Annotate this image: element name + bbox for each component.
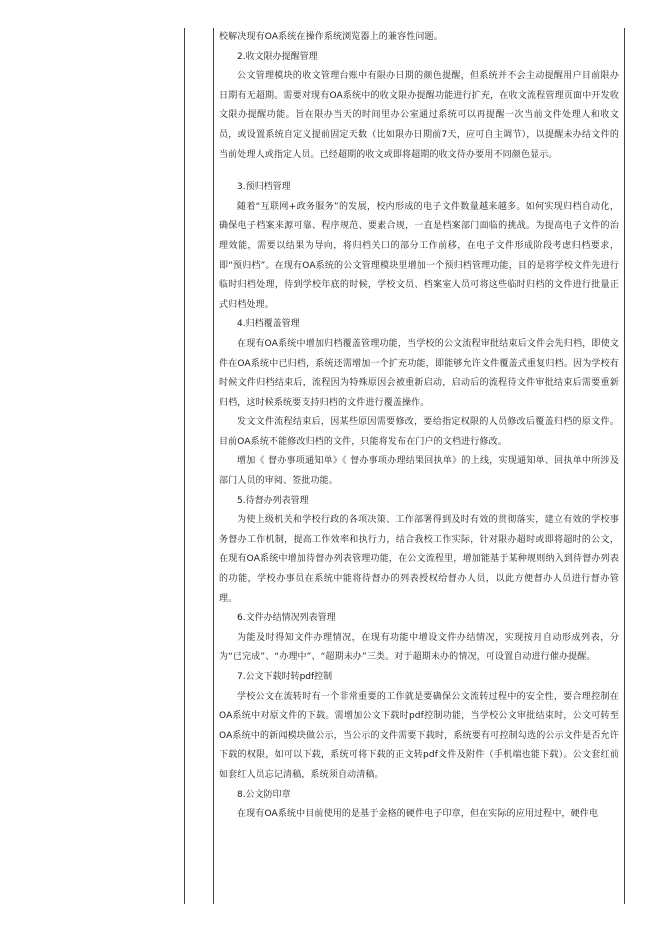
section-heading-4: 4.归档覆盖管理 xyxy=(237,319,300,330)
table-border-left xyxy=(184,28,185,904)
section-4-paragraph-1: 在现有OA系统中增加归档覆盖管理功能，当学校的公文流程审批结束后文件会先归档，即使文件在OA系统中已归档，系统还需增加一个扩充功能，即能够允许文件覆盖式重复归档。因为学校有时候文件归档结束后，流程因为特殊原因会被重新启动，启动后的流程待文件审批结束后需要重新归档，这时候系统要支持归档的文件进行覆盖操作。 xyxy=(219,338,619,408)
section-heading-5: 5.待督办列表管理 xyxy=(237,495,309,506)
section-4-paragraph-2: 发文文件流程结束后，因某些原因需要修改，要给指定权限的人员修改后覆盖归档的原文件。目前OA系统不能修改归档的文件，只能将发布在门户的文档进行修改。 xyxy=(219,417,619,447)
section-heading-7: 7.公文下载时转pdf控制 xyxy=(237,672,333,682)
section-7-paragraph-1: 学校公文在流转时有一个非常重要的工作就是要确保公文流转过程中的安全性，要合理控制在OA系统中对原文件的下载。需增加公文下载时pdf控制功能，当学校公文审批结束时，公文可转至OA系统中的新闻模块做公示，当公示的文件需要下载时，系统要有可控制勾选的公示文件是否允许下载的权限，如可以下载，系统可将下载的正文转pdf文件及附件（手机端也能下载）。公文套红前如套红人员忘记清稿，系统须自动清稿。 xyxy=(219,691,619,780)
section-heading-3: 3.预归档管理 xyxy=(237,182,291,193)
intro-tail: 校解决现有OA系统在操作系统浏览器上的兼容性问题。 xyxy=(219,32,443,42)
section-3-paragraph-1: 随着“互联网+政务服务”的发展，校内形成的电子文件数量越来越多。如何实现归档自动化，确保电子档案来源可靠、程序规范、要素合规，一直是档案部门面临的挑战。为提高电子文件的治理效能，需要以结果为导向，将归档关口的部分工作前移，在电子文件形成阶段考虑归档要求，即“预归档”。在现有OA系统的公文管理模块里增加一个预归档管理功能，目的是将学校文件先进行临时归档处理，待到学校年底的时候，学校文员、档案室人员可将这些临时归档的文件进行批量正式归档处理。 xyxy=(219,201,619,310)
section-heading-6: 6.文件办结情况列表管理 xyxy=(237,613,336,624)
section-heading-2: 2.收文限办提醒管理 xyxy=(237,51,318,62)
section-5-paragraph-1: 为使上级机关和学校行政的各项决策、工作部署得到及时有效的贯彻落实，建立有效的学校事务督办工作机制，提高工作效率和执行力，结合我校工作实际，针对限办超时或即将超时的公文，在现有OA系统中增加待督办列表管理功能，在公文流程里，增加能基于某种规则纳入到待督办列表的功能，学校办事员在系统中能将待督办的列表授权给督办人员，以此方便督办人员进行督办管理。 xyxy=(219,515,619,604)
document-body xyxy=(219,28,619,825)
table-border-inner xyxy=(213,28,214,904)
section-2-paragraph-1: 公文管理模块的收文管理台账中有限办日期的颜色提醒，但系统并不会主动提醒用户目前限办日期有无超期。需要对现有OA系统中的收文限办提醒功能进行扩充，在收文流程管理页面中开发收文限办提醒功能。旨在限办当天的时间里办公室通过系统可以再提醒一次当前文件处理人和收文员，或设置系统自定义提前固定天数（比如限办日期前7天，应可自主调节），以提醒未办结文件的当前处理人或指定人员。已经超期的收文或即将超期的收文待办要用不同颜色显示。 xyxy=(219,71,619,160)
spacer xyxy=(219,165,619,178)
section-6-paragraph-1: 为能及时得知文件办理情况，在现有功能中增设文件办结情况，实现按月自动形成列表，分为“已完成”、“办理中”、“超期未办”三类。对于超期未办的情况，可设置自动进行催办提醒。 xyxy=(219,632,619,663)
section-8-paragraph-1: 在现有OA系统中目前使用的是基于金格的硬件电子印章，但在实际的应用过程中，硬件电 xyxy=(237,809,599,820)
section-heading-8: 8.公文防印章 xyxy=(237,789,291,800)
table-border-right xyxy=(624,28,625,904)
section-4-paragraph-3: 增加《 督办事项通知单》《 督办事项办理结果回执单》的上线，实现通知单、回执单中所涉及部门人员的审阅、签批功能。 xyxy=(219,456,619,487)
